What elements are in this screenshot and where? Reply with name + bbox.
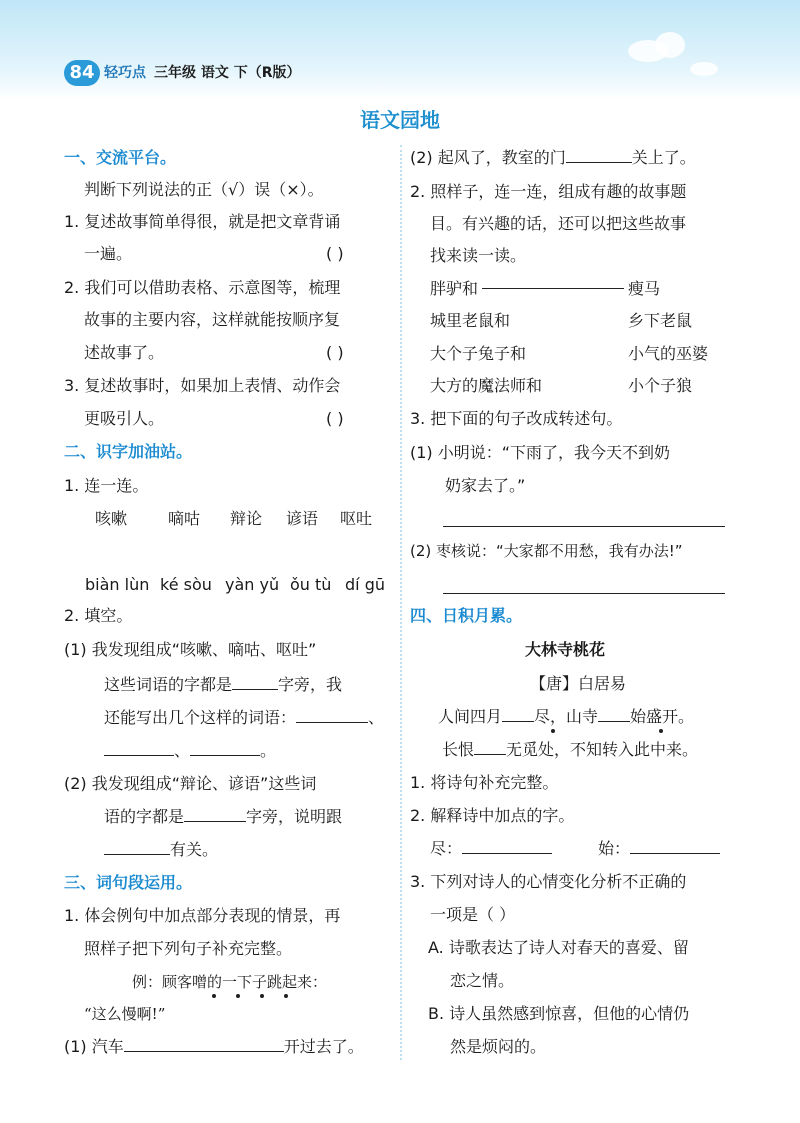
s2-f1-line1: (1) 我发现组成“咳嗽、嘀咕、呕吐” [64,640,317,659]
s4-jin: 尽： [430,839,552,859]
s3-q3-2: (2) 枣核说：“大家都不用愁，我有办法!” [410,542,683,560]
answer-blank[interactable] [104,840,170,855]
s4-shi: 始： [598,839,720,859]
match-right-item[interactable]: 瘦马 [628,279,661,298]
s3-example-line1: 例：顾客噌的一下子跳起来： [132,973,328,991]
s1-q3-line2: 更吸引人。 [84,409,165,428]
brand-logo: 轻巧点 [104,65,146,81]
page-header [0,0,800,100]
poem-title: 大林寺桃花 [525,640,606,659]
s3-q1-line2: 照样子把下列句子补充完整。 [84,939,293,958]
page-number: 84 [64,60,100,86]
s2-f2-line1: (2) 我发现组成“辩论、谚语”这些词 [64,774,317,793]
s4-q1: 1. 将诗句补充完整。 [410,773,559,792]
match-left-item[interactable]: 大方的魔法师和 [430,376,543,395]
s4-q3-line2[interactable]: 一项是（ ） [430,905,516,924]
match-left-item[interactable]: 大个子兔子和 [430,344,527,363]
s2-f2-line2: 语的字都是 字旁，说明跟 [104,807,343,826]
match-connector-line [482,288,624,289]
s3-q3-1-line1: (1) 小明说：“下雨了，我今天不到奶 [410,443,671,462]
pinyin-item[interactable]: ǒu tù [290,575,332,594]
s3-q2-line3: 找来读一读。 [430,246,527,265]
s1-q2-line3: 述故事了。 [84,343,165,362]
answer-blank[interactable] [190,741,260,756]
option-a-line1[interactable]: A. 诗歌表达了诗人对春天的喜爱、留 [428,938,689,957]
section-3-title: 三、词句段运用。 [64,873,193,892]
option-a-line2: 恋之情。 [450,971,515,990]
pinyin-item[interactable]: biàn lùn [85,575,150,594]
s2-q2: 2. 填空。 [64,606,133,625]
s3-q1-line1: 1. 体会例句中加点部分表现的情景，再 [64,906,341,925]
s2-f1-line2: 这些词语的字都是 字旁，我 [104,675,343,694]
s3-q3: 3. 把下面的句子改成转述句。 [410,409,623,428]
answer-line[interactable] [443,593,725,594]
answer-blank[interactable] [502,707,534,722]
answer-blank[interactable] [598,707,630,722]
match-left-item[interactable]: 胖驴和 [430,279,479,298]
s3-q3-1-line2: 奶家去了。” [445,476,526,495]
s3-example-line2: “这么慢啊!” [84,1005,166,1023]
pinyin-item[interactable]: yàn yǔ [225,575,280,594]
answer-blank[interactable] [462,839,552,854]
answer-blank[interactable] [296,708,368,723]
emphasis-dot [659,729,663,733]
answer-paren[interactable]: ( ) [326,343,344,362]
pinyin-item[interactable]: ké sòu [160,575,212,594]
answer-blank[interactable] [104,741,174,756]
page-title: 语文园地 [360,108,440,132]
answer-blank[interactable] [124,1037,284,1052]
answer-line[interactable] [443,526,725,527]
answer-blank[interactable] [566,148,632,163]
match-left-item[interactable]: 城里老鼠和 [430,311,511,330]
pinyin-item[interactable]: dí gū [345,575,385,594]
s1-instruction: 判断下列说法的正（√）误（×）。 [84,180,324,199]
emphasis-dot [236,994,240,998]
answer-blank[interactable] [184,807,246,822]
s1-q1-line2: 一遍。 [84,244,133,263]
s4-q2: 2. 解释诗中加点的字。 [410,806,575,825]
option-b-line1[interactable]: B. 诗人虽然感到惊喜，但他的心情仍 [428,1004,690,1023]
emphasis-dot [284,994,288,998]
s3-fill1: (1) 汽车 开过去了。 [64,1037,364,1056]
s1-q1-line1: 1. 复述故事简单得很，就是把文章背诵 [64,212,341,231]
section-2-title: 二、识字加油站。 [64,442,193,461]
s2-f2-line3: 有关。 [104,840,218,860]
s3-fill2: (2) 起风了，教室的门 关上了。 [410,148,696,167]
section-1-title: 一、交流平台。 [64,148,177,167]
s1-q3-line1: 3. 复述故事时，如果加上表情、动作会 [64,376,341,395]
s2-f1-line4: 、 。 [104,741,276,761]
s1-q2-line1: 2. 我们可以借助表格、示意图等，梳理 [64,278,341,297]
answer-blank[interactable] [630,839,720,854]
match-right-item[interactable]: 小气的巫婆 [628,344,709,363]
poem-line2: 长恨 无觅处，不知转入此中来。 [442,740,699,759]
emphasis-dot [551,729,555,733]
match-right-item[interactable]: 小个子狼 [628,376,693,395]
section-4-title: 四、日积月累。 [410,606,523,625]
answer-blank[interactable] [474,740,506,755]
emphasis-dot [260,994,264,998]
s1-q2-line2: 故事的主要内容，这样就能按顺序复 [84,310,341,329]
poem-line1: 人间四月 尽，山寺 始盛开。 [438,707,695,726]
word-item[interactable]: 咳嗽 [95,509,128,528]
word-item[interactable]: 辩论 [230,509,263,528]
s3-q2-line1: 2. 照样子，连一连，组成有趣的故事题 [410,182,687,201]
answer-paren[interactable]: ( ) [326,409,344,428]
column-divider [400,145,402,1060]
s2-q1: 1. 连一连。 [64,476,149,495]
match-right-item[interactable]: 乡下老鼠 [628,311,693,330]
word-item[interactable]: 嘀咕 [168,509,201,528]
answer-blank[interactable] [232,675,278,690]
option-b-line2: 然是烦闷的。 [450,1037,547,1056]
s3-q2-line2: 目。有兴趣的话，还可以把这些故事 [430,214,687,233]
word-item[interactable]: 呕吐 [340,509,373,528]
poem-author: 【唐】白居易 [530,674,627,693]
s2-f1-line3: 还能写出几个这样的词语： 、 [104,708,385,727]
word-item[interactable]: 谚语 [286,509,319,528]
emphasis-dot [212,994,216,998]
s4-q3-line1: 3. 下列对诗人的心情变化分析不正确的 [410,872,687,891]
grade-subject: 三年级 语文 下（R版） [154,65,301,81]
answer-paren[interactable]: ( ) [326,244,344,263]
